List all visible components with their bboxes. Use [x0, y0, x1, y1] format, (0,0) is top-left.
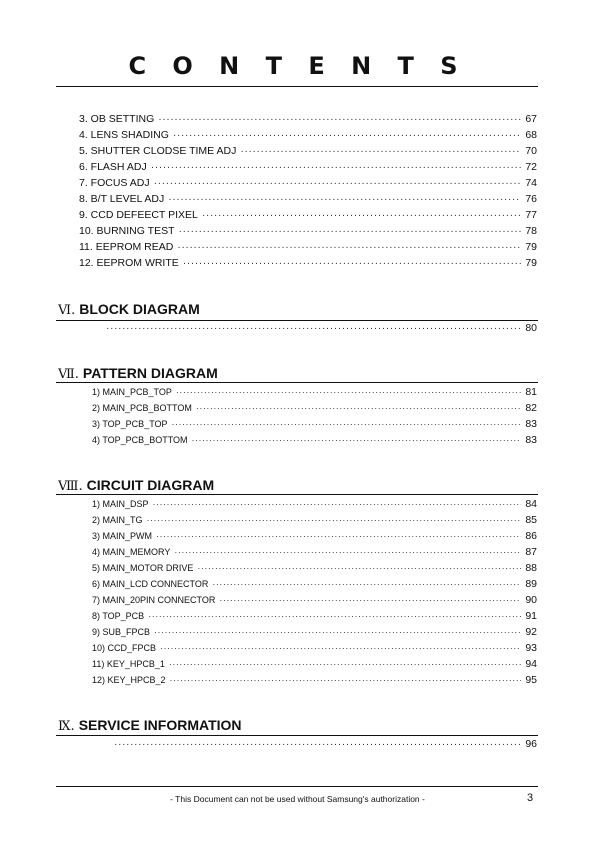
- section-title: PATTERN DIAGRAM: [82, 365, 218, 381]
- toc-entry-label: 10) CCD_FPCB: [92, 643, 157, 653]
- toc-entry-page: 86: [525, 530, 537, 542]
- section-heading-block-diagram[interactable]: [58, 301, 200, 318]
- page-number: 3: [527, 792, 534, 804]
- toc-entry-page: 76: [525, 193, 537, 205]
- toc-entry-block-diagram[interactable]: [106, 322, 537, 334]
- toc-entry-page: 78: [525, 225, 537, 237]
- leader-dots: [169, 659, 521, 669]
- toc-entry-eeprom-write[interactable]: [79, 257, 537, 269]
- toc-entry-label: 6) MAIN_LCD CONNECTOR: [92, 579, 209, 589]
- toc-entry-main-lcd-connector[interactable]: [92, 578, 537, 590]
- leader-dots: [173, 129, 521, 141]
- toc-entry-page: 93: [525, 642, 537, 654]
- toc-entry-label: 3. OB SETTING: [79, 113, 155, 125]
- title-rule: [56, 86, 538, 87]
- leader-dots: [192, 435, 522, 445]
- toc-entry-page: 83: [525, 434, 537, 446]
- leader-dots: [154, 627, 521, 637]
- leader-dots: [160, 643, 521, 653]
- leader-dots: [197, 563, 521, 573]
- toc-entry-label: 8. B/T LEVEL ADJ: [79, 193, 165, 205]
- leader-dots: [177, 241, 521, 253]
- toc-entry-page: 89: [525, 578, 537, 590]
- toc-entry-page: 82: [525, 402, 537, 414]
- section-number: Ⅸ.: [58, 719, 75, 734]
- toc-entry-label: 7) MAIN_20PIN CONNECTOR: [92, 595, 216, 605]
- toc-entry-page: 96: [525, 738, 537, 750]
- toc-entry-label: 2) MAIN_TG: [92, 515, 143, 525]
- toc-entry-page: 81: [525, 386, 537, 398]
- toc-entry-bt-level-adj[interactable]: [79, 193, 537, 205]
- toc-entry-page: 80: [525, 322, 537, 334]
- toc-entry-main-pcb-top[interactable]: [92, 386, 537, 398]
- toc-entry-label: 4) MAIN_MEMORY: [92, 547, 171, 557]
- leader-dots: [179, 225, 522, 237]
- toc-entry-main-tg[interactable]: [92, 514, 537, 526]
- leader-dots: [154, 177, 522, 189]
- toc-entry-label: 3) MAIN_PWM: [92, 531, 153, 541]
- toc-entry-label: 11) KEY_HPCB_1: [92, 659, 165, 669]
- toc-entry-top-pcb[interactable]: [92, 610, 537, 622]
- leader-dots: [172, 419, 522, 429]
- toc-entry-page: 84: [525, 498, 537, 510]
- toc-entry-top-pcb-bottom[interactable]: [92, 434, 537, 446]
- toc-entry-label: 8) TOP_PCB: [92, 611, 145, 621]
- toc-entry-label: 10. BURNING TEST: [79, 225, 175, 237]
- toc-entry-label: 7. FOCUS ADJ: [79, 177, 150, 189]
- leader-dots: [168, 193, 521, 205]
- toc-entry-page: 77: [525, 209, 537, 221]
- toc-entry-ccd-fpcb[interactable]: [92, 642, 537, 654]
- toc-entry-label: 9) SUB_FPCB: [92, 627, 151, 637]
- toc-entry-main-20pin-connector[interactable]: [92, 594, 537, 606]
- leader-dots: [196, 403, 521, 413]
- toc-entry-service-information[interactable]: [114, 738, 537, 750]
- toc-entry-eeprom-read[interactable]: [79, 241, 537, 253]
- toc-entry-page: 70: [525, 145, 537, 157]
- toc-entry-page: 85: [525, 514, 537, 526]
- footer-notice: - This Document can not be used without Samsung's authorization -: [170, 794, 425, 804]
- toc-entry-focus-adj[interactable]: [79, 177, 537, 189]
- toc-entry-main-pcb-bottom[interactable]: [92, 402, 537, 414]
- toc-entry-label: 6. FLASH ADJ: [79, 161, 147, 173]
- toc-entry-burning-test[interactable]: [79, 225, 537, 237]
- toc-entry-page: 87: [525, 546, 537, 558]
- toc-entry-label: 1) MAIN_DSP: [92, 499, 149, 509]
- toc-entry-sub-fpcb[interactable]: [92, 626, 537, 638]
- leader-dots: [176, 387, 521, 397]
- toc-entry-lens-shading[interactable]: [79, 129, 537, 141]
- section-heading-circuit-diagram[interactable]: [58, 477, 214, 494]
- toc-entry-page: 83: [525, 418, 537, 430]
- section-number: Ⅶ.: [58, 367, 79, 382]
- toc-entry-label: 1) MAIN_PCB_TOP: [92, 387, 172, 397]
- toc-entry-main-memory[interactable]: [92, 546, 537, 558]
- toc-entry-main-dsp[interactable]: [92, 498, 537, 510]
- leader-dots: [156, 531, 521, 541]
- toc-entry-shutter-close-time[interactable]: [79, 145, 537, 157]
- leader-dots: [151, 161, 522, 173]
- toc-entry-page: 72: [525, 161, 537, 173]
- section-title: CIRCUIT DIAGRAM: [86, 477, 215, 493]
- section-rule: [56, 494, 538, 495]
- toc-entry-label: 4) TOP_PCB_BOTTOM: [92, 435, 188, 445]
- section-heading-service-information[interactable]: [58, 717, 242, 734]
- toc-entry-label: 3) TOP_PCB_TOP: [92, 419, 168, 429]
- leader-dots: [170, 675, 522, 685]
- toc-entry-page: 92: [525, 626, 537, 638]
- leader-dots: [212, 579, 521, 589]
- section-title: SERVICE INFORMATION: [78, 717, 242, 733]
- toc-entry-ccd-defect-pixel[interactable]: [79, 209, 537, 221]
- section-rule: [56, 320, 538, 321]
- leader-dots: [147, 515, 522, 525]
- toc-entry-page: 68: [525, 129, 537, 141]
- toc-entry-label: 2) MAIN_PCB_BOTTOM: [92, 403, 192, 413]
- toc-entry-ob-setting[interactable]: [79, 113, 537, 125]
- toc-entry-key-hpcb-1[interactable]: [92, 658, 537, 670]
- toc-entry-label: 5. SHUTTER CLODSE TIME ADJ: [79, 145, 237, 157]
- contents-title: C O N T E N T S: [128, 52, 467, 80]
- toc-entry-page: 67: [525, 113, 537, 125]
- toc-entry-flash-adj[interactable]: [79, 161, 537, 173]
- leader-dots: [219, 595, 521, 605]
- toc-entry-label: 9. CCD DEFEECT PIXEL: [79, 209, 198, 221]
- toc-entry-top-pcb-top[interactable]: [92, 418, 537, 430]
- toc-entry-page: 90: [525, 594, 537, 606]
- leader-dots: [202, 209, 521, 221]
- toc-entry-page: 91: [525, 610, 537, 622]
- section-number: Ⅷ.: [58, 479, 83, 494]
- toc-entry-label: 4. LENS SHADING: [79, 129, 169, 141]
- toc-entry-page: 79: [525, 241, 537, 253]
- toc-entry-page: 94: [525, 658, 537, 670]
- toc-entry-page: 95: [525, 674, 537, 686]
- section-rule: [56, 382, 538, 383]
- toc-entry-page: 79: [525, 257, 537, 269]
- toc-entry-key-hpcb-2[interactable]: [92, 674, 537, 686]
- section-number: Ⅵ.: [58, 303, 76, 318]
- leader-dots: [158, 113, 521, 125]
- toc-entry-label: 12. EEPROM WRITE: [79, 257, 179, 269]
- leader-dots: [174, 547, 521, 557]
- toc-entry-main-motor-drive[interactable]: [92, 562, 537, 574]
- toc-entry-page: 88: [525, 562, 537, 574]
- section-title: BLOCK DIAGRAM: [79, 301, 200, 317]
- toc-entry-label: 5) MAIN_MOTOR DRIVE: [92, 563, 194, 573]
- section-rule: [56, 735, 538, 736]
- leader-dots: [183, 257, 522, 269]
- leader-dots: [240, 145, 521, 157]
- leader-dots: [148, 611, 521, 621]
- toc-entry-label: 11. EEPROM READ: [79, 241, 174, 253]
- toc-entry-label: 12) KEY_HPCB_2: [92, 675, 166, 685]
- leader-dots: [114, 738, 521, 750]
- toc-entry-page: 74: [525, 177, 537, 189]
- leader-dots: [106, 322, 521, 334]
- section-heading-pattern-diagram[interactable]: [58, 365, 218, 382]
- leader-dots: [153, 499, 522, 509]
- footer-rule: [56, 786, 538, 787]
- toc-entry-main-pwm[interactable]: [92, 530, 537, 542]
